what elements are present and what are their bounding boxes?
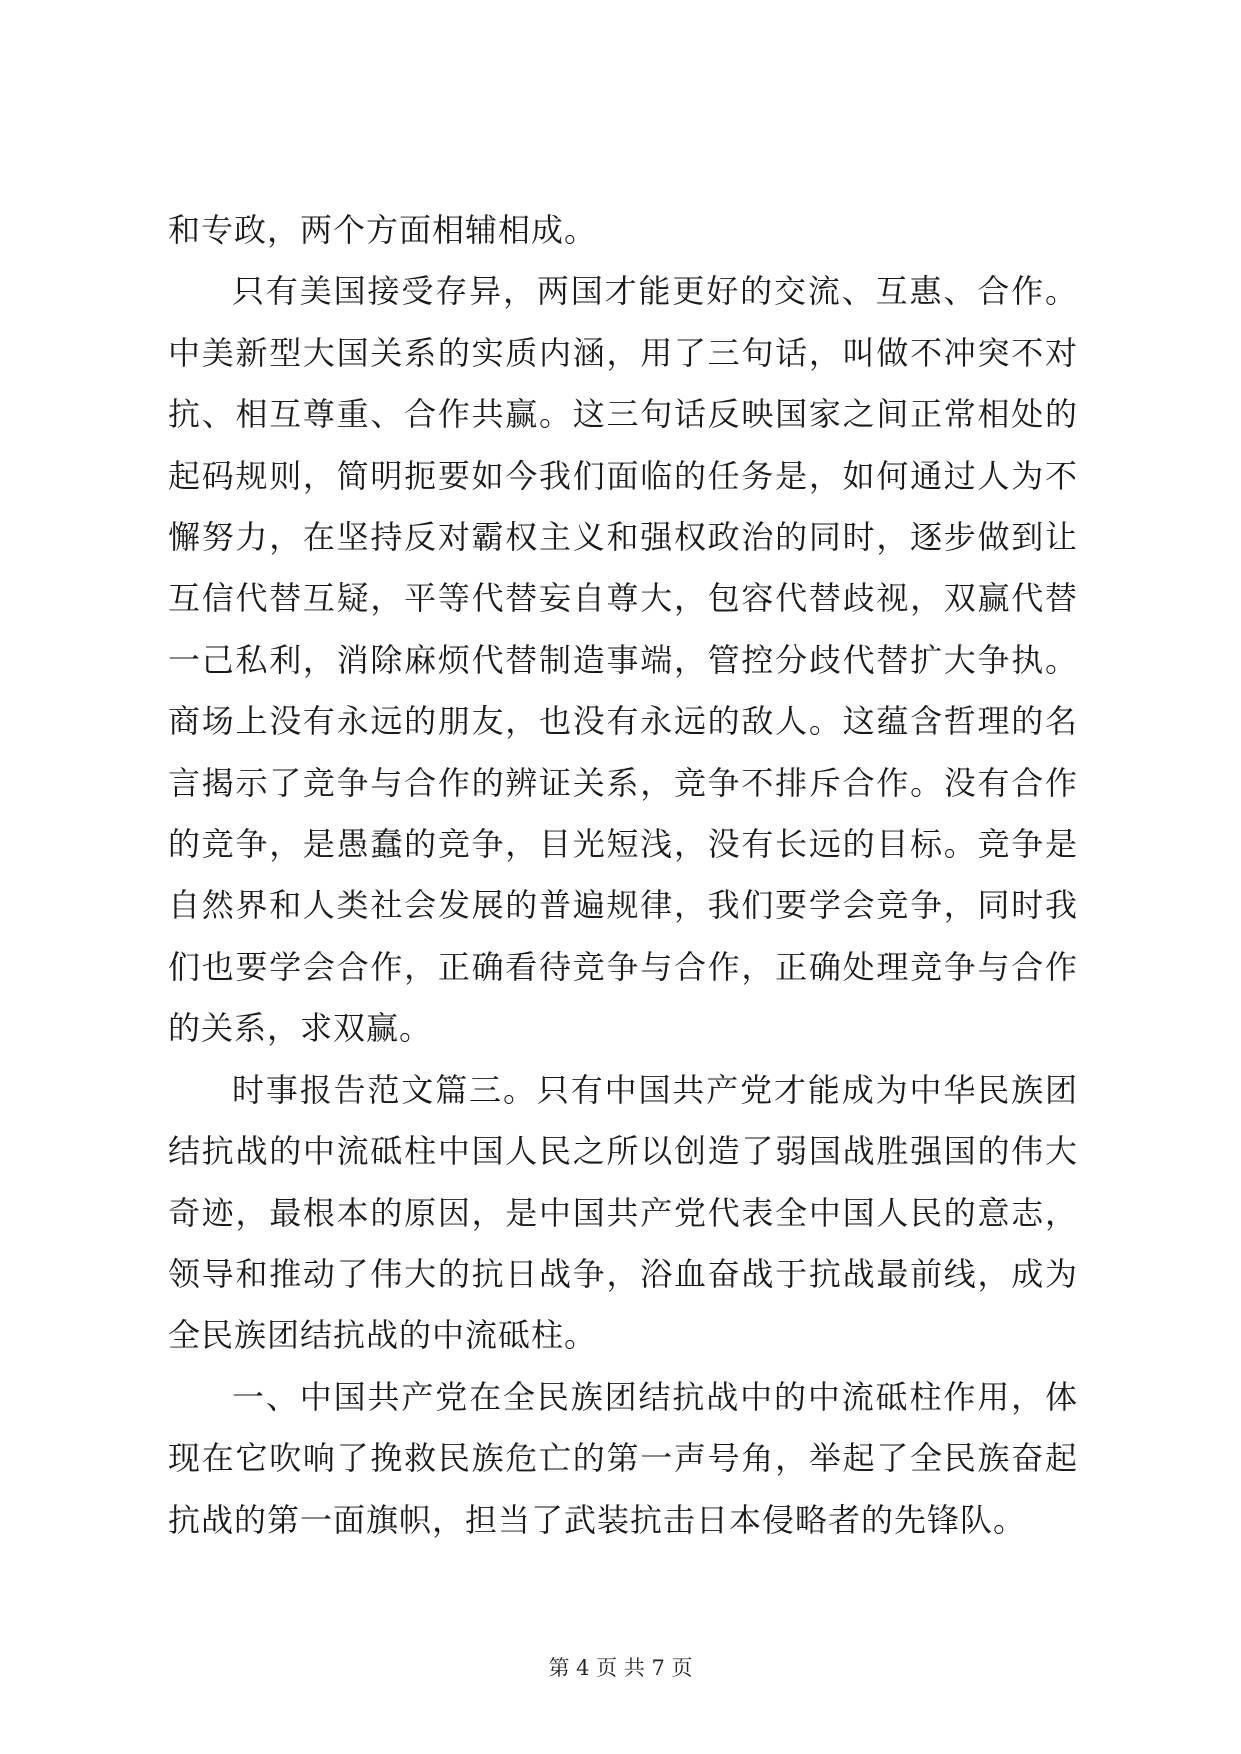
paragraph-sample-three: 时事报告范文篇三。只有中国共产党才能成为中华民族团结抗战的中流砥柱中国人民之所以创造了弱国战胜强国的伟大奇迹，最根本的原因，是中国共产党代表全中国人民的意志，领导和推动了伟大的抗日战争，浴血奋战于抗战最前线，成为全民族团结抗战的中流砥柱。 (168, 1070, 1078, 1355)
paragraph-us-china-relations: 只有美国接受存异，两国才能更好的交流、互惠、合作。中美新型大国关系的实质内涵，用了三句话，叫做不冲突不对抗、相互尊重、合作共赢。这三句话反映国家之间正常相处的起码规则，简明扼要如今我们面临的任务是，如何通过人为不懈努力，在坚持反对霸权主义和强权政治的同时，逐步做到让互信代替互疑，平等代替妄自尊大，包容代替歧视，双赢代替一己私利，消除麻烦代替制造事端，管控分歧代替扩大争执。商场上没有永远的朋友，也没有永远的敌人。这蕴含哲理的名言揭示了竞争与合作的辨证关系，竞争不排斥合作。没有合作的竞争，是愚蠢的竞争，目光短浅，没有长远的目标。竞争是自然界和人类社会发展的普遍规律，我们要学会竞争，同时我们也要学会合作，正确看待竞争与合作，正确处理竞争与合作的关系，求双赢。 (168, 272, 1078, 1048)
paragraph-continuation: 和专政，两个方面相辅相成。 (168, 211, 598, 249)
paragraph-section-one: 一、中国共产党在全民族团结抗战中的中流砥柱作用，体现在它吹响了挽救民族危亡的第一声号角，举起了全民族奋起抗战的第一面旗帜，担当了武装抗击日本侵略者的先锋队。 (168, 1377, 1078, 1539)
body-text (168, 200, 1078, 1551)
page-number-footer: 第 4 页 共 7 页 (548, 1656, 693, 1680)
